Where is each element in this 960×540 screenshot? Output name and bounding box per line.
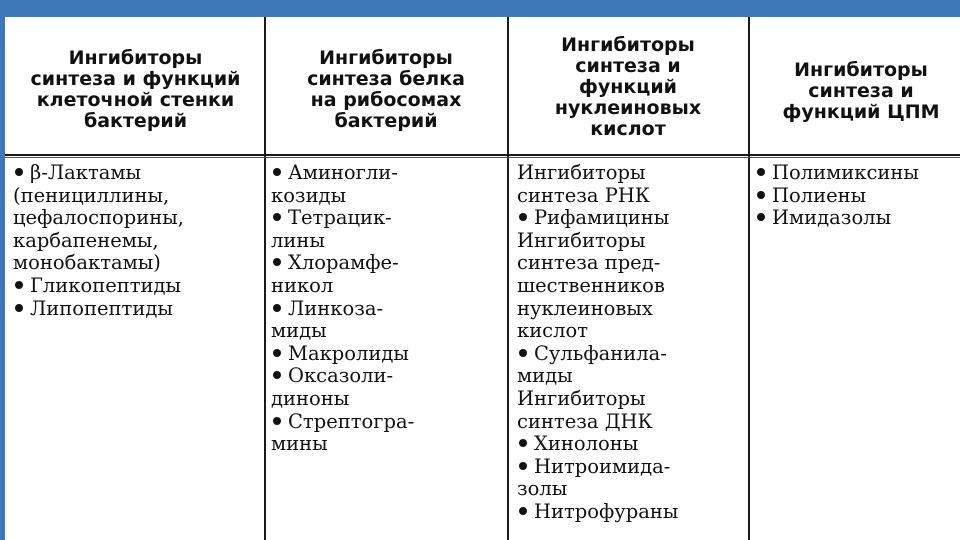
item-text: Хлорамфе- [288, 251, 399, 275]
item-text: карбапенемы, [13, 228, 159, 252]
bullet-icon [757, 168, 765, 176]
bullet-icon [15, 281, 23, 289]
bulleted-item [517, 207, 678, 230]
item-text: козиды [271, 183, 347, 207]
column-divider [748, 17, 750, 540]
body-cell-cell-wall [13, 162, 184, 320]
item-text: синтеза пред- [517, 251, 661, 275]
bulleted-item [517, 433, 678, 456]
item-text: Нитрофураны [534, 499, 679, 523]
item-line [271, 433, 414, 456]
item-text: диноны [271, 386, 350, 410]
header-line: функций [579, 75, 677, 98]
header-divider-inner [5, 157, 960, 158]
item-line [13, 207, 184, 230]
item-text: золы [517, 477, 568, 501]
bulleted-item [13, 275, 184, 298]
bulleted-item [517, 343, 678, 366]
body-cell-protein-synthesis [271, 162, 414, 456]
header-line: на рибосомах [310, 89, 462, 111]
header-line: бактерий [334, 110, 438, 132]
item-text: миды [517, 364, 573, 388]
header-line: синтеза и [575, 54, 681, 77]
item-line [13, 252, 184, 275]
item-text: Сульфанила- [534, 341, 667, 365]
bullet-icon [519, 439, 527, 447]
column-divider [507, 17, 509, 540]
item-text: нуклеиновых [517, 296, 653, 320]
item-line [517, 320, 678, 343]
item-text: Нитроимида- [534, 454, 671, 478]
item-text: Аминогли- [288, 161, 398, 184]
item-line [517, 478, 678, 501]
antibiotic-classification-table [5, 17, 960, 540]
item-text: Макролиды [288, 341, 409, 365]
item-line [517, 185, 678, 208]
header-cell-cell-wall [9, 29, 262, 151]
bullet-icon [757, 191, 765, 199]
bullet-icon [273, 168, 281, 176]
bulleted-item [271, 162, 414, 185]
top-accent-bar [0, 0, 960, 17]
header-divider [5, 154, 960, 156]
bullet-icon [273, 417, 281, 425]
item-line [271, 320, 414, 343]
bulleted-item [13, 298, 184, 321]
header-line: функций ЦПМ [782, 100, 940, 123]
item-text: Ингибиторы [517, 386, 646, 410]
item-text: миды [271, 319, 327, 343]
bulleted-item [271, 252, 414, 275]
item-line [13, 185, 184, 208]
item-text: Тетрацик- [288, 206, 392, 230]
bullet-icon [273, 258, 281, 266]
header-line: синтеза и функций [30, 68, 241, 90]
item-line [271, 230, 414, 253]
bullet-icon [757, 213, 765, 221]
item-text: Ингибиторы [517, 228, 646, 252]
item-text: цефалоспорины, [13, 206, 184, 230]
item-line [271, 388, 414, 411]
bulleted-item [517, 501, 678, 524]
header-line: клеточной стенки [36, 89, 235, 111]
item-line [517, 365, 678, 388]
item-text: Имидазолы [772, 206, 892, 230]
header-line: бактерий [83, 110, 188, 132]
bullet-icon [15, 168, 23, 176]
item-text: никол [271, 273, 334, 297]
item-text: мины [271, 432, 328, 456]
item-text: монобактамы) [13, 251, 161, 275]
item-line [517, 388, 678, 411]
bulleted-item [271, 411, 414, 434]
item-line [517, 162, 678, 185]
item-text: Стрептогра- [288, 409, 415, 433]
bulleted-item [271, 365, 414, 388]
header-cell-protein-synthesis [267, 29, 505, 151]
item-text: кислот [517, 319, 589, 343]
item-text: Оксазоли- [288, 364, 394, 388]
header-line: нуклеиновых [554, 96, 702, 119]
item-text: лины [271, 228, 325, 252]
bulleted-item [755, 207, 919, 230]
header-line: кислот [590, 117, 666, 140]
item-text: Полиены [772, 183, 867, 207]
bullet-icon [519, 507, 527, 515]
item-line [13, 230, 184, 253]
item-text: β-Лактамы [30, 161, 142, 184]
item-line [517, 230, 678, 253]
bulleted-item [13, 162, 184, 185]
bullet-icon [273, 349, 281, 357]
bullet-icon [273, 371, 281, 379]
bullet-icon [519, 462, 527, 470]
header-line: Ингибиторы [68, 47, 203, 69]
item-text: шественников [517, 273, 665, 297]
header-line: Ингибиторы [561, 33, 695, 56]
bullet-icon [519, 213, 527, 221]
column-divider [264, 17, 266, 540]
header-cell-nucleic-acids [510, 21, 746, 153]
bulleted-item [755, 162, 919, 185]
bulleted-item [271, 343, 414, 366]
bullet-icon [15, 304, 23, 312]
item-line [517, 298, 678, 321]
bullet-icon [273, 213, 281, 221]
item-text: Линкоза- [288, 296, 384, 320]
header-line: синтеза белка [307, 68, 465, 90]
header-line: Ингибиторы [319, 47, 453, 69]
bullet-icon [519, 349, 527, 357]
header-cell-cytoplasmic-membrane [751, 39, 960, 143]
item-text: синтеза РНК [517, 183, 650, 207]
bulleted-item [755, 185, 919, 208]
item-line [517, 411, 678, 434]
item-text: Гликопептиды [30, 273, 182, 297]
item-text: Хинолоны [534, 432, 639, 456]
body-cell-nucleic-acids [517, 162, 678, 524]
item-line [271, 185, 414, 208]
bulleted-item [517, 456, 678, 479]
item-text: Липопептиды [30, 296, 173, 320]
bullet-icon [273, 304, 281, 312]
item-text: Ингибиторы [517, 161, 646, 184]
item-line [517, 252, 678, 275]
bulleted-item [271, 207, 414, 230]
bulleted-item [271, 298, 414, 321]
item-text: Рифамицины [534, 206, 670, 230]
body-cell-cytoplasmic-membrane [755, 162, 919, 230]
header-line: синтеза и [808, 79, 914, 102]
item-text: (пенициллины, [13, 183, 170, 207]
header-line: Ингибиторы [794, 58, 928, 81]
item-line [271, 275, 414, 298]
item-line [517, 275, 678, 298]
item-text: Полимиксины [772, 161, 919, 184]
item-text: синтеза ДНК [517, 409, 653, 433]
